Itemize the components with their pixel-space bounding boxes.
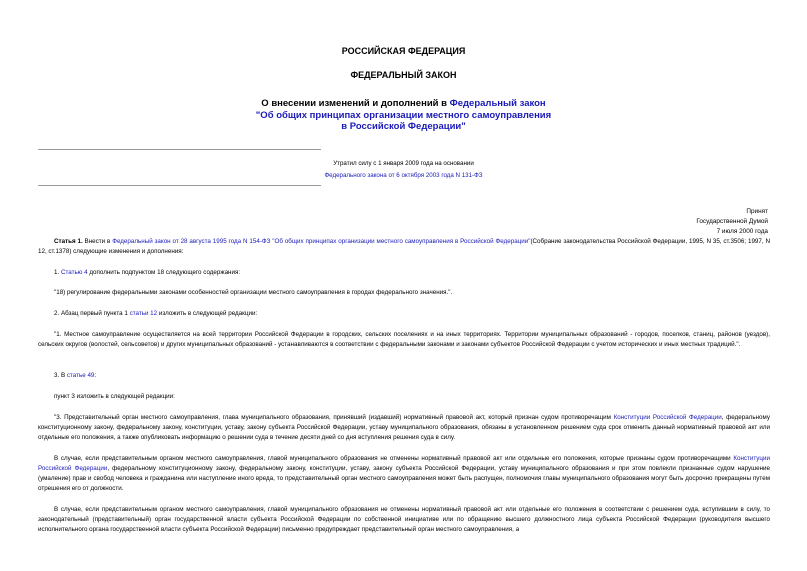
accepted-line-3: 7 июля 2000 года	[716, 228, 768, 235]
divider-top	[38, 149, 321, 150]
constitution-link-1[interactable]: Конституции Российской Федерации	[613, 414, 722, 421]
article-4-link[interactable]: Статью 4	[60, 269, 88, 276]
article-text-2: (Собрание законодательства Российской Федерации, 1995, N 35, ст.3506; 1997, N 12, ст.1378) следующие изменения и дополнения:	[38, 238, 770, 256]
article-49-link[interactable]: статье 49	[66, 372, 95, 379]
accepted-line-1: Принят	[746, 208, 768, 215]
item-1-paragraph	[38, 268, 770, 278]
item-3-text-b: :	[94, 372, 97, 379]
item-2-quote: "1. Местное самоуправление осуществляется на всей территории Российской Федерации в городских, сельских поселениях и на иных территориях. Территории муниципальных образований - городов, поселков, станиц, районов (уездов), сельских округов (волостей, сельсоветов) и других муниципальных образований - устанавливаются в соответствии с федеральными законами и законами субъектов Российской Федерации с учетом исторических и иных местных традиций.".	[38, 331, 770, 349]
title-prefix: О внесении изменений и дополнений в	[261, 98, 450, 109]
doc-type-heading: ФЕДЕРАЛЬНЫЙ ЗАКОН	[350, 70, 457, 80]
item-1-text-b: дополнить подпунктом 18 следующего содержания:	[87, 269, 241, 276]
title-line-2[interactable]: "Об общих принципах организации местного самоуправления	[255, 109, 552, 121]
item-2-paragraph	[38, 309, 770, 319]
item-2-text-b: изложить в следующей редакции:	[157, 310, 258, 317]
item-3-subparagraph: пункт 3 изложить в следующей редакции:	[54, 393, 175, 400]
title-law-link[interactable]: Федеральный закон	[449, 98, 546, 109]
constitution-link-2[interactable]: Конституции Российской Федерации	[38, 455, 770, 473]
article-1-paragraph	[38, 237, 770, 257]
accepted-line-2: Государственной Думой	[696, 218, 768, 225]
article-text-1: Внести в	[82, 238, 113, 245]
document-title	[0, 98, 807, 133]
status-link[interactable]: Федерального закона от 6 октября 2003 года N 131-ФЗ	[324, 172, 483, 179]
quote-2-text-b: , федеральному конституционному закону, федеральному закону, конституции, уставу, закону субъекта Российской Федерации, уставу муниципального образования и при этом повлекли признанные судом нарушение (умаление) прав и свобод человека и гражданина или наступление иного вреда, то представительный орган местного самоуправления может быть распущен, полномочия главы муниципального образования могут быть досрочно прекращены путем отрешения его от должности.	[38, 465, 771, 493]
quote-2-text-a: В случае, если представительным органом местного самоуправления, главой муниципального образования не отменены нормативный правовой акт или отдельные его положения, которые признаны судом противоречащими	[54, 455, 734, 462]
quote-1-text-a: "3. Представительный орган местного самоуправления, глава муниципального образования, принявший (издавший) нормативный правовой акт, который признан судом противоречащим	[54, 414, 614, 421]
accepted-block	[696, 207, 768, 237]
article-law-link[interactable]: Федеральный закон от 28 августа 1995 года N 154-ФЗ "Об общих принципах организации местного самоуправления в Российской Федерации"	[112, 238, 531, 245]
article-label: Статья 1.	[54, 238, 83, 245]
item-3-quote-1	[38, 413, 770, 443]
item-3-text-a: 3. В	[54, 372, 67, 379]
title-line-1	[0, 98, 807, 110]
item-3-quote-2	[38, 454, 770, 494]
divider-bottom	[38, 185, 321, 186]
item-1-quote: "18) регулирование федеральными законами особенностей организации местного самоуправления в городах федерального значения.".	[54, 289, 453, 296]
article-12-link[interactable]: статьи 12	[129, 310, 158, 317]
title-line-3[interactable]: в Российской Федерации"	[341, 121, 466, 132]
country-heading: РОССИЙСКАЯ ФЕДЕРАЦИЯ	[341, 46, 466, 56]
item-2-text-a: 2. Абзац первый пункта 1	[54, 310, 130, 317]
quote-1-text-b: , федеральному конституционному закону, федеральному закону, конституции, уставу, закону субъекта Российской Федерации, уставу муниципального образования, обязаны в установленном решением суда срок отменить данный нормативный правовой акт или отдельные его положения, а также опубликовать информацию о решении суда в течение десяти дней со дня вступления решения суда в силу.	[38, 414, 770, 442]
item-3-quote-3: В случае, если представительным органом местного самоуправления, главой муниципального образования не отменены нормативный правовой акт или отдельные его положения в соответствии с решением суда, вступившим в силу, то законодательный (представительный) орган государственной власти субъекта Российской Федерации по собственной инициативе или по обращению высшего должностного лица субъекта Российской Федерации (руководителя высшего исполнительного органа государственной власти субъекта Российской Федерации) письменно предупреждает представительный орган местного самоуправления, а	[38, 506, 770, 534]
item-3-paragraph	[38, 371, 770, 381]
status-line: Утратил силу с 1 января 2009 года на основании	[333, 160, 474, 167]
item-1-text-a: 1.	[54, 269, 61, 276]
